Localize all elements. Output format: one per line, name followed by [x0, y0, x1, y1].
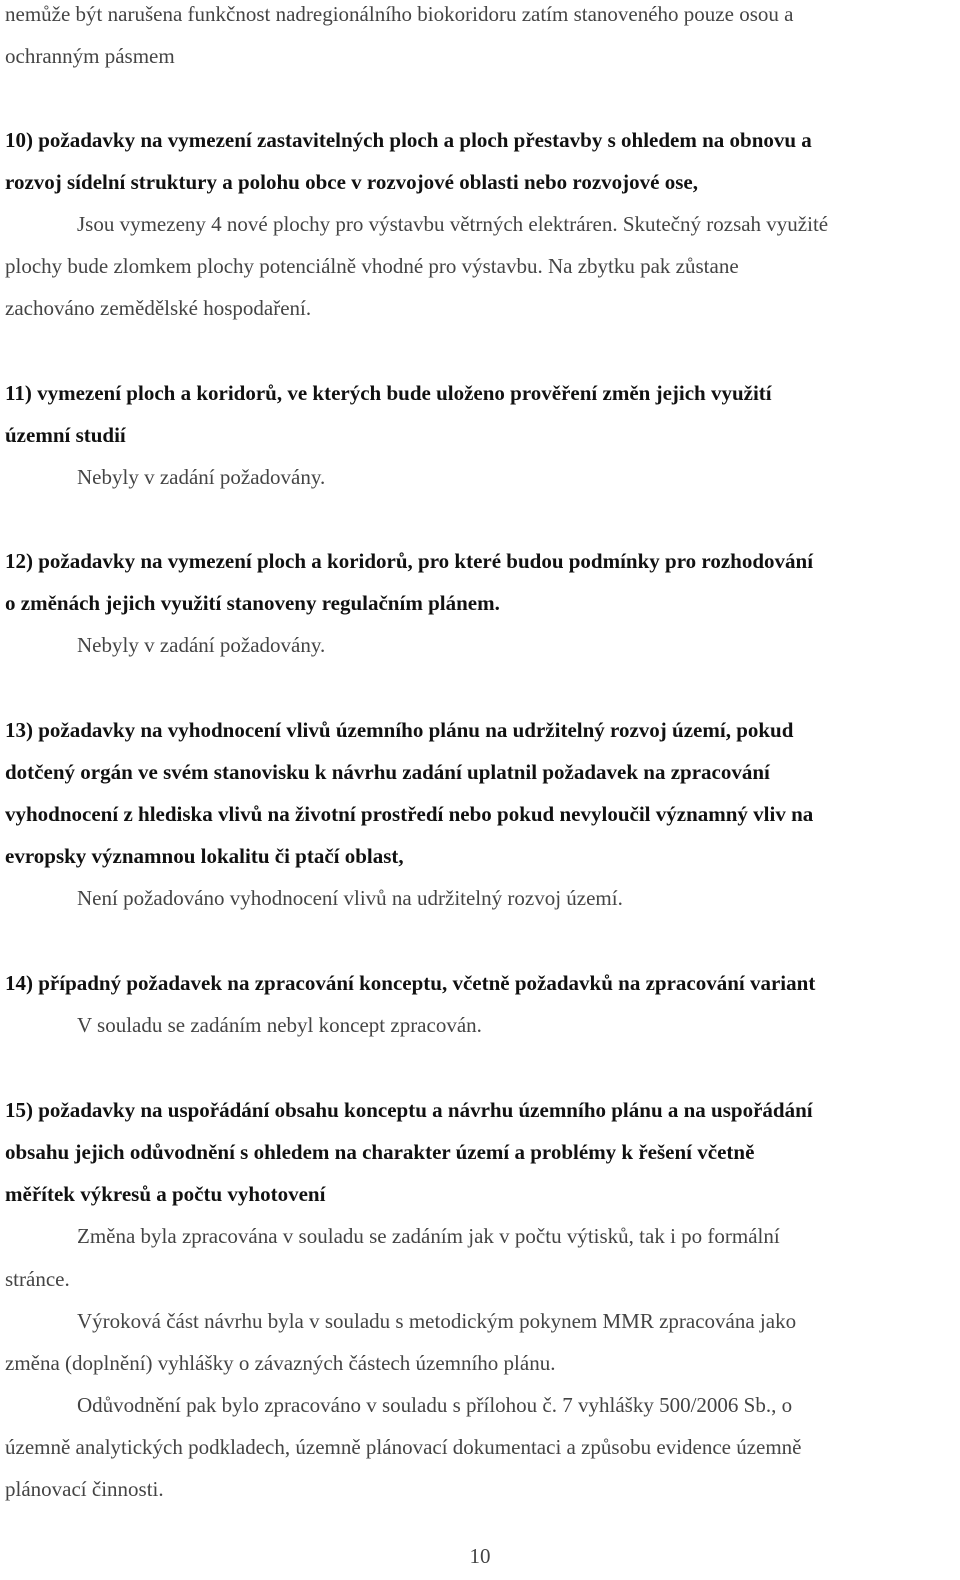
- section-10-body-line-3: zachováno zemědělské hospodaření.: [5, 296, 312, 320]
- section-15-body-line-2: stránce.: [5, 1267, 70, 1291]
- section-15-body-line-6: územně analytických podkladech, územně plánovací dokumentaci a způsobu evidence územně: [5, 1435, 802, 1459]
- section-12-body-line-1: Nebyly v zadání požadovány.: [77, 633, 326, 657]
- section-12-heading-line-2: o změnách jejich využití stanoveny regulačním plánem.: [5, 591, 500, 615]
- section-15-body-line-4: změna (doplnění) vyhlášky o závazných částech územního plánu.: [5, 1351, 556, 1375]
- section-10-body-line-1: Jsou vymezeny 4 nové plochy pro výstavbu větrných elektráren. Skutečný rozsah využité: [77, 212, 829, 236]
- intro-line-1: nemůže být narušena funkčnost nadregionálního biokoridoru zatím stanoveného pouze osou a: [5, 2, 794, 26]
- section-10-heading-line-1: 10) požadavky na vymezení zastavitelných ploch a ploch přestavby s ohledem na obnovu a: [5, 128, 812, 152]
- section-13-body-line-1: Není požadováno vyhodnocení vlivů na udržitelný rozvoj území.: [77, 886, 623, 910]
- section-15-heading-line-2: obsahu jejich odůvodnění s ohledem na charakter území a problémy k řešení včetně: [5, 1140, 755, 1164]
- section-12-heading-line-1: 12) požadavky na vymezení ploch a koridorů, pro které budou podmínky pro rozhodování: [5, 549, 814, 573]
- section-11-heading-line-2: územní studií: [5, 423, 126, 447]
- section-13-heading-line-1: 13) požadavky na vyhodnocení vlivů územního plánu na udržitelný rozvoj území, pokud: [5, 718, 794, 742]
- section-11-heading-line-1: 11) vymezení ploch a koridorů, ve kterých bude uloženo prověření změn jejich využití: [5, 381, 772, 405]
- section-10-heading-line-2: rozvoj sídelní struktury a polohu obce v rozvojové oblasti nebo rozvojové ose,: [5, 170, 698, 194]
- section-15-body-line-1: Změna byla zpracována v souladu se zadáním jak v počtu výtisků, tak i po formální: [77, 1224, 780, 1248]
- section-11-body-line-1: Nebyly v zadání požadovány.: [77, 465, 326, 489]
- section-15-body-line-7: plánovací činnosti.: [5, 1477, 164, 1501]
- section-14-body-line-1: V souladu se zadáním nebyl koncept zpracován.: [77, 1013, 482, 1037]
- section-15-body-line-3: Výroková část návrhu byla v souladu s metodickým pokynem MMR zpracována jako: [77, 1309, 797, 1333]
- section-13-heading-line-2: dotčený orgán ve svém stanovisku k návrhu zadání uplatnil požadavek na zpracování: [5, 760, 770, 784]
- section-13-heading-line-3: vyhodnocení z hlediska vlivů na životní prostředí nebo pokud nevyloučil významný vliv na: [5, 802, 814, 826]
- section-10-body-line-2: plochy bude zlomkem plochy potenciálně vhodné pro výstavbu. Na zbytku pak zůstane: [5, 254, 739, 278]
- section-14-heading-line-1: 14) případný požadavek na zpracování konceptu, včetně požadavků na zpracování variant: [5, 971, 816, 995]
- section-13-heading-line-4: evropsky významnou lokalitu či ptačí oblast,: [5, 844, 404, 868]
- section-15-heading-line-1: 15) požadavky na uspořádání obsahu konceptu a návrhu územního plánu a na uspořádání: [5, 1098, 813, 1122]
- page-number: 10: [469, 1544, 491, 1568]
- intro-line-2: ochranným pásmem: [5, 44, 175, 68]
- section-15-body-line-5: Odůvodnění pak bylo zpracováno v souladu s přílohou č. 7 vyhlášky 500/2006 Sb., o: [77, 1393, 793, 1417]
- section-15-heading-line-3: měřítek výkresů a počtu vyhotovení: [5, 1182, 326, 1206]
